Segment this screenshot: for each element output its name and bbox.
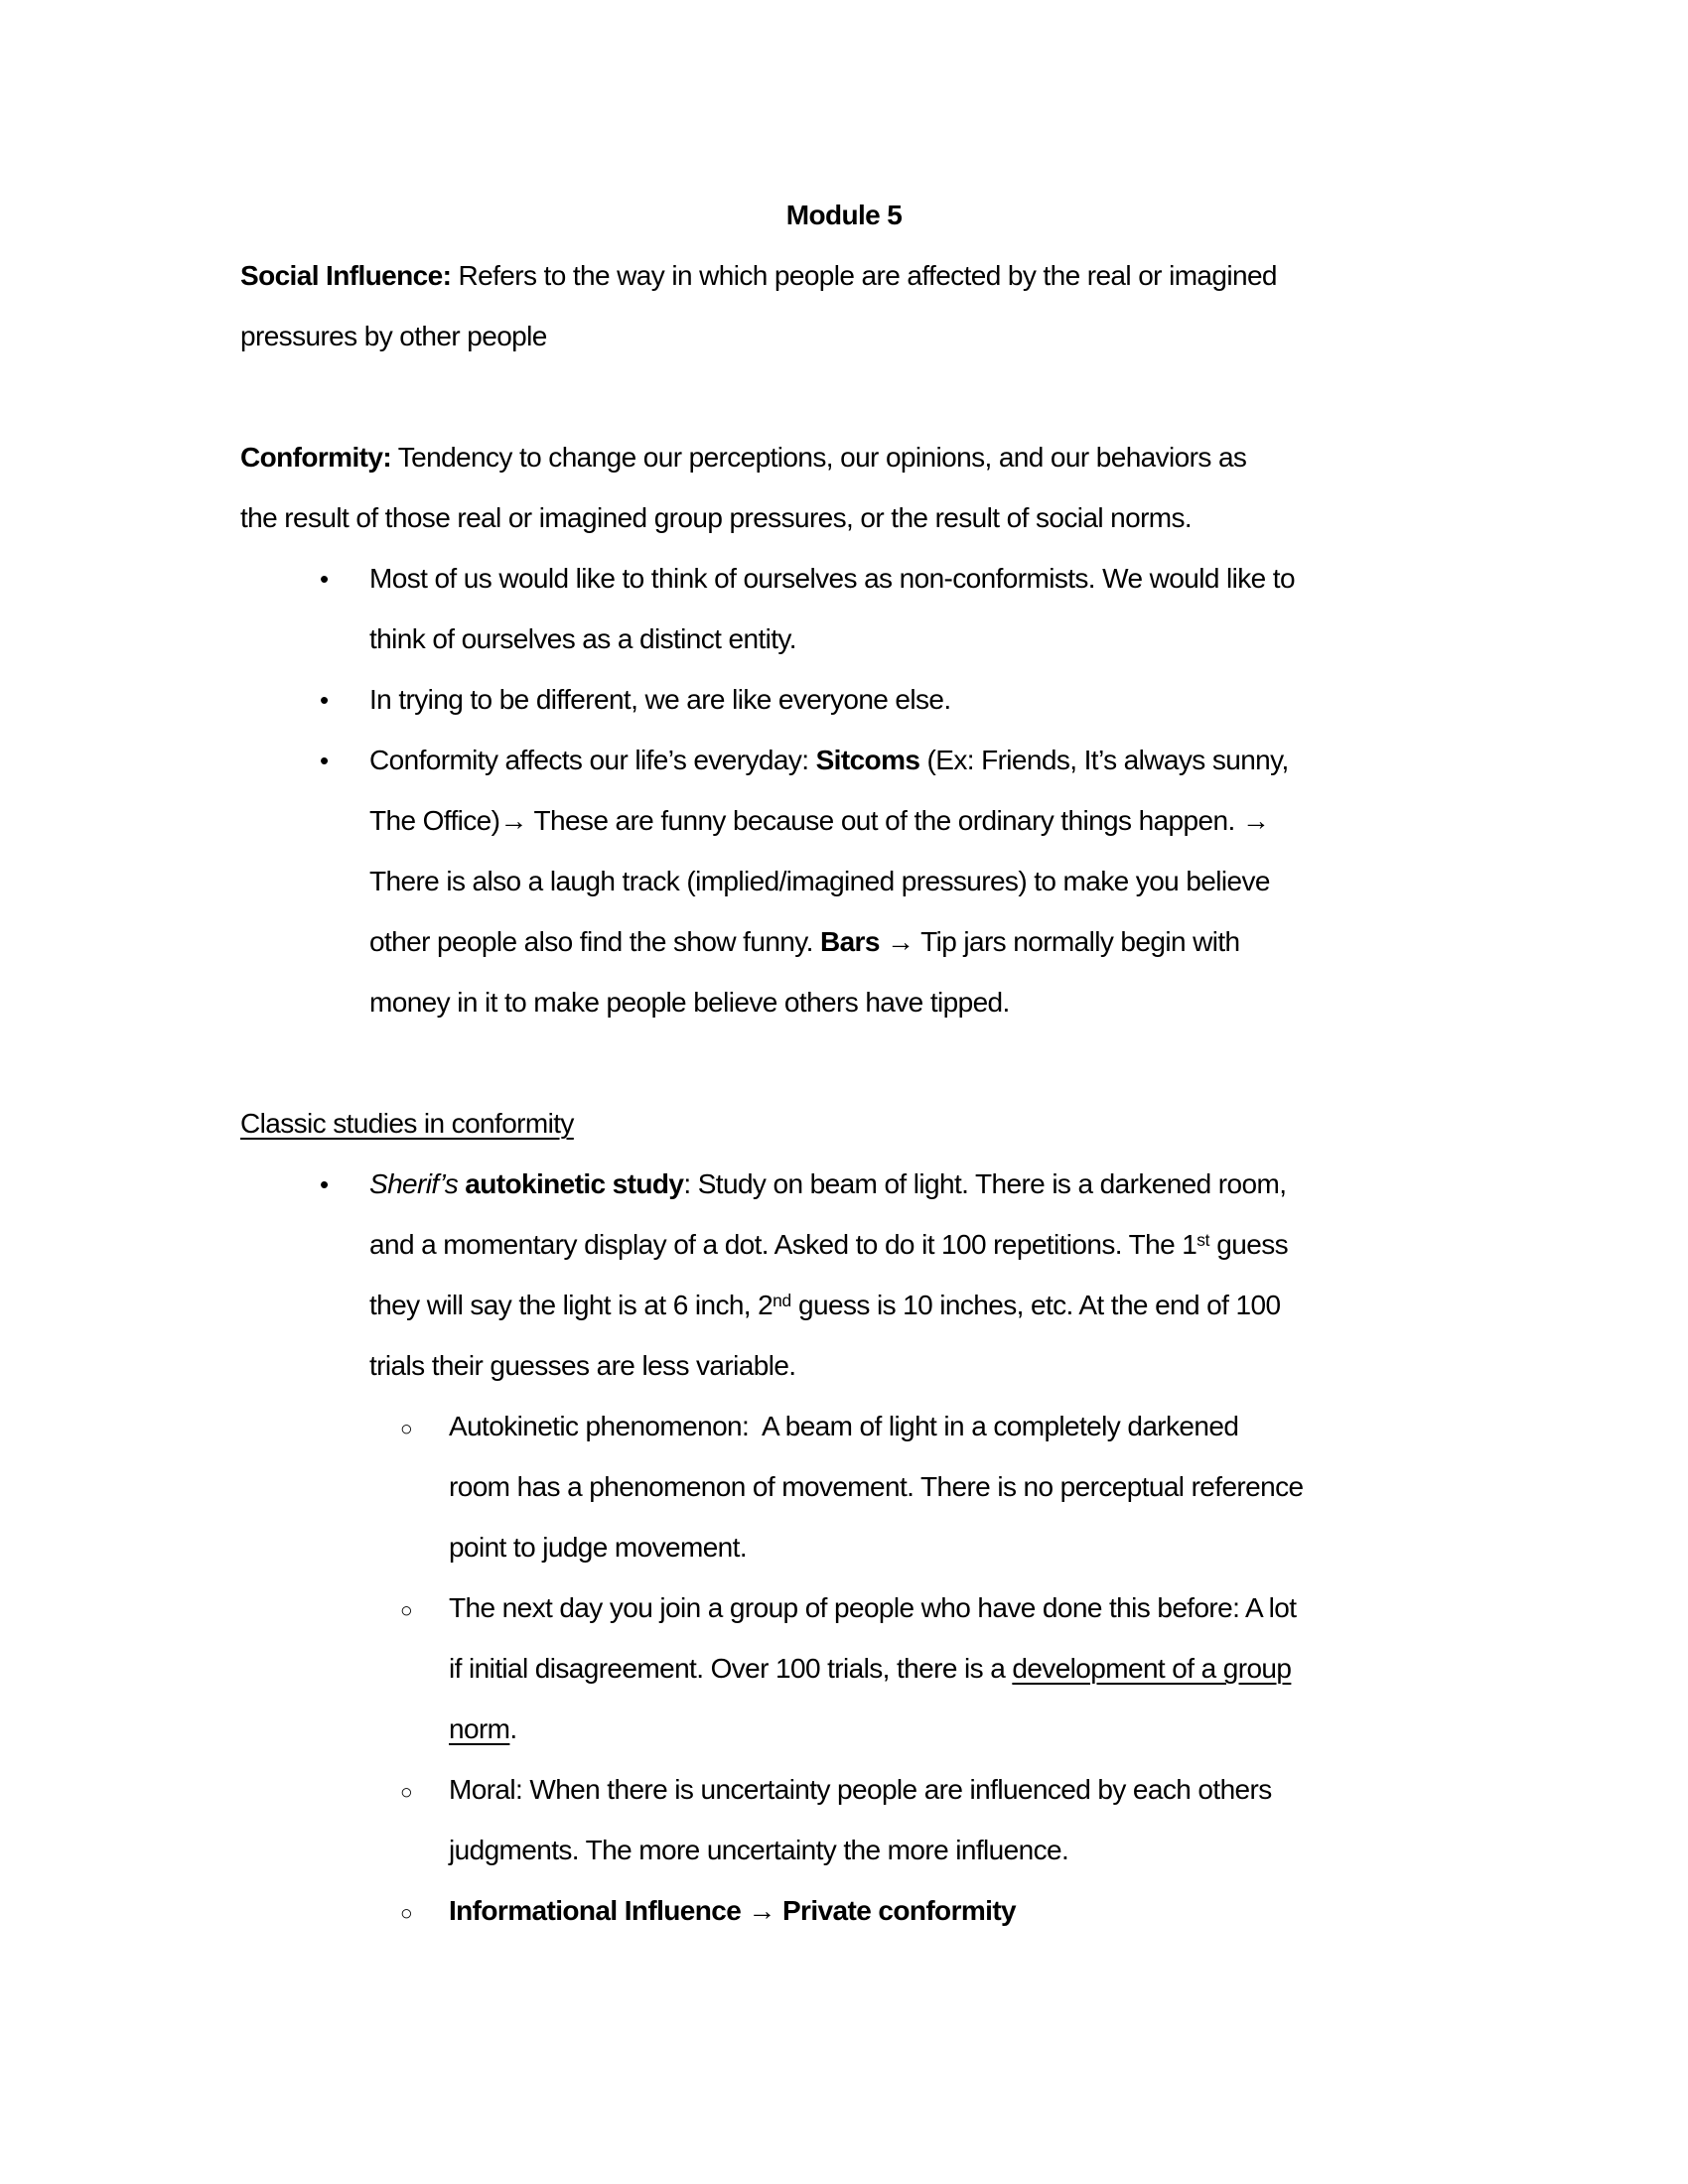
circle-bullet-icon: ○ [400,1902,413,1925]
text-run: pressures by other people [240,321,547,351]
text-run: There is also a laugh track (implied/imagined pressures) to make you believe [369,866,1270,896]
text-run: room has a phenomenon of movement. There is no perceptual reference [449,1471,1304,1502]
text-run: other people also find the show funny. [369,926,820,957]
bullet-line [400,1880,1448,1941]
text-line [449,1456,1448,1517]
bullet-line [320,730,1448,790]
text-run: development of a group [1012,1653,1292,1684]
text-run: and a momentary display of a dot. Asked to do it 100 repetitions. The 1 [369,1229,1197,1260]
text-run: Moral: When there is uncertainty people are influenced by each others [449,1774,1272,1805]
bullet-line [400,1577,1448,1638]
text-run: Most of us would like to think of ourselves as non-conformists. We would like to [369,563,1295,594]
text-run: Conformity affects our life’s everyday: [369,745,816,775]
text-run: guess is 10 inches, etc. At the end of 100 [790,1290,1281,1320]
text-run: Social Influence: [240,260,452,291]
bullet-line [320,1154,1448,1214]
bullet-line [320,548,1448,609]
text-run: The next day you join a group of people who have done this before: A lot [449,1592,1297,1623]
text-line [369,1214,1448,1275]
text-run: judgments. The more uncertainty the more influence. [449,1835,1069,1865]
circle-bullet-icon: ○ [400,1781,413,1804]
text-run: guess [1209,1229,1289,1260]
text-run: Sherif’s [369,1168,459,1199]
text-run: they will say the light is at 6 inch, 2 [369,1290,774,1320]
text-run: nd [773,1290,791,1310]
text-line [369,851,1448,911]
circle-bullet-icon: ○ [400,1599,413,1622]
text-run: norm [449,1713,510,1744]
text-run: st [1196,1229,1210,1250]
text-run: autokinetic study [465,1168,684,1199]
text-run: In trying to be different, we are like everyone else. [369,684,951,715]
text-line [369,1275,1448,1335]
blank-line [240,1032,1448,1093]
text-run: These are funny because out of the ordinary things happen. [526,805,1242,836]
text-line [449,1638,1448,1699]
text-run: : Study on beam of light. There is a darkened room, [683,1168,1287,1199]
text-line [240,245,1448,306]
bullet-icon: • [320,746,329,775]
text-run: → [1241,805,1270,836]
text-line [449,1820,1448,1880]
text-run: if initial disagreement. Over 100 trials, there is a [449,1653,1013,1684]
text-run: → [499,805,527,836]
bullet-line [400,1396,1448,1456]
bullet-line [400,1759,1448,1820]
text-run: money in it to make people believe others have tipped. [369,987,1010,1018]
text-run: Tendency to change our perceptions, our opinions, and our behaviors as [391,442,1247,473]
text-line [369,972,1448,1032]
text-run: Tip jars normally begin with [914,926,1240,957]
document-content [240,185,1448,1941]
text-run: point to judge movement. [449,1532,748,1563]
text-line [240,427,1448,487]
text-run: . [509,1713,517,1744]
text-run: (Ex: Friends, It’s always sunny, [919,745,1289,775]
text-line [369,609,1448,669]
text-line [240,487,1448,548]
bullet-line [320,669,1448,730]
text-run: Refers to the way in which people are affected by the real or imagined [451,260,1277,291]
text-run: think of ourselves as a distinct entity. [369,623,796,654]
text-line [369,1335,1448,1396]
text-line [449,1699,1448,1759]
bullet-icon: • [320,564,329,594]
text-run: Informational Influence → Private conformity [449,1895,1017,1926]
text-line [369,911,1448,972]
text-run: Autokinetic phenomenon: A beam of light in a completely darkened [449,1411,1239,1441]
circle-bullet-icon: ○ [400,1418,413,1440]
text-run: Module 5 [785,200,903,230]
text-run: Bars [819,926,880,957]
text-run [880,926,887,957]
text-run: the result of those real or imagined group pressures, or the result of social norms. [240,502,1193,533]
text-line [240,1093,1448,1154]
text-run: Classic studies in conformity [240,1108,574,1139]
bullet-icon: • [320,1169,329,1199]
text-line [449,1517,1448,1577]
text-run: trials their guesses are less variable. [369,1350,796,1381]
page-title [240,185,1448,245]
text-run: Conformity: [240,442,392,473]
text-line [369,790,1448,851]
text-run: → [887,926,914,957]
text-run: The Office) [369,805,500,836]
text-run: Sitcoms [815,745,920,775]
text-line [240,306,1448,366]
blank-line [240,366,1448,427]
bullet-icon: • [320,685,329,715]
